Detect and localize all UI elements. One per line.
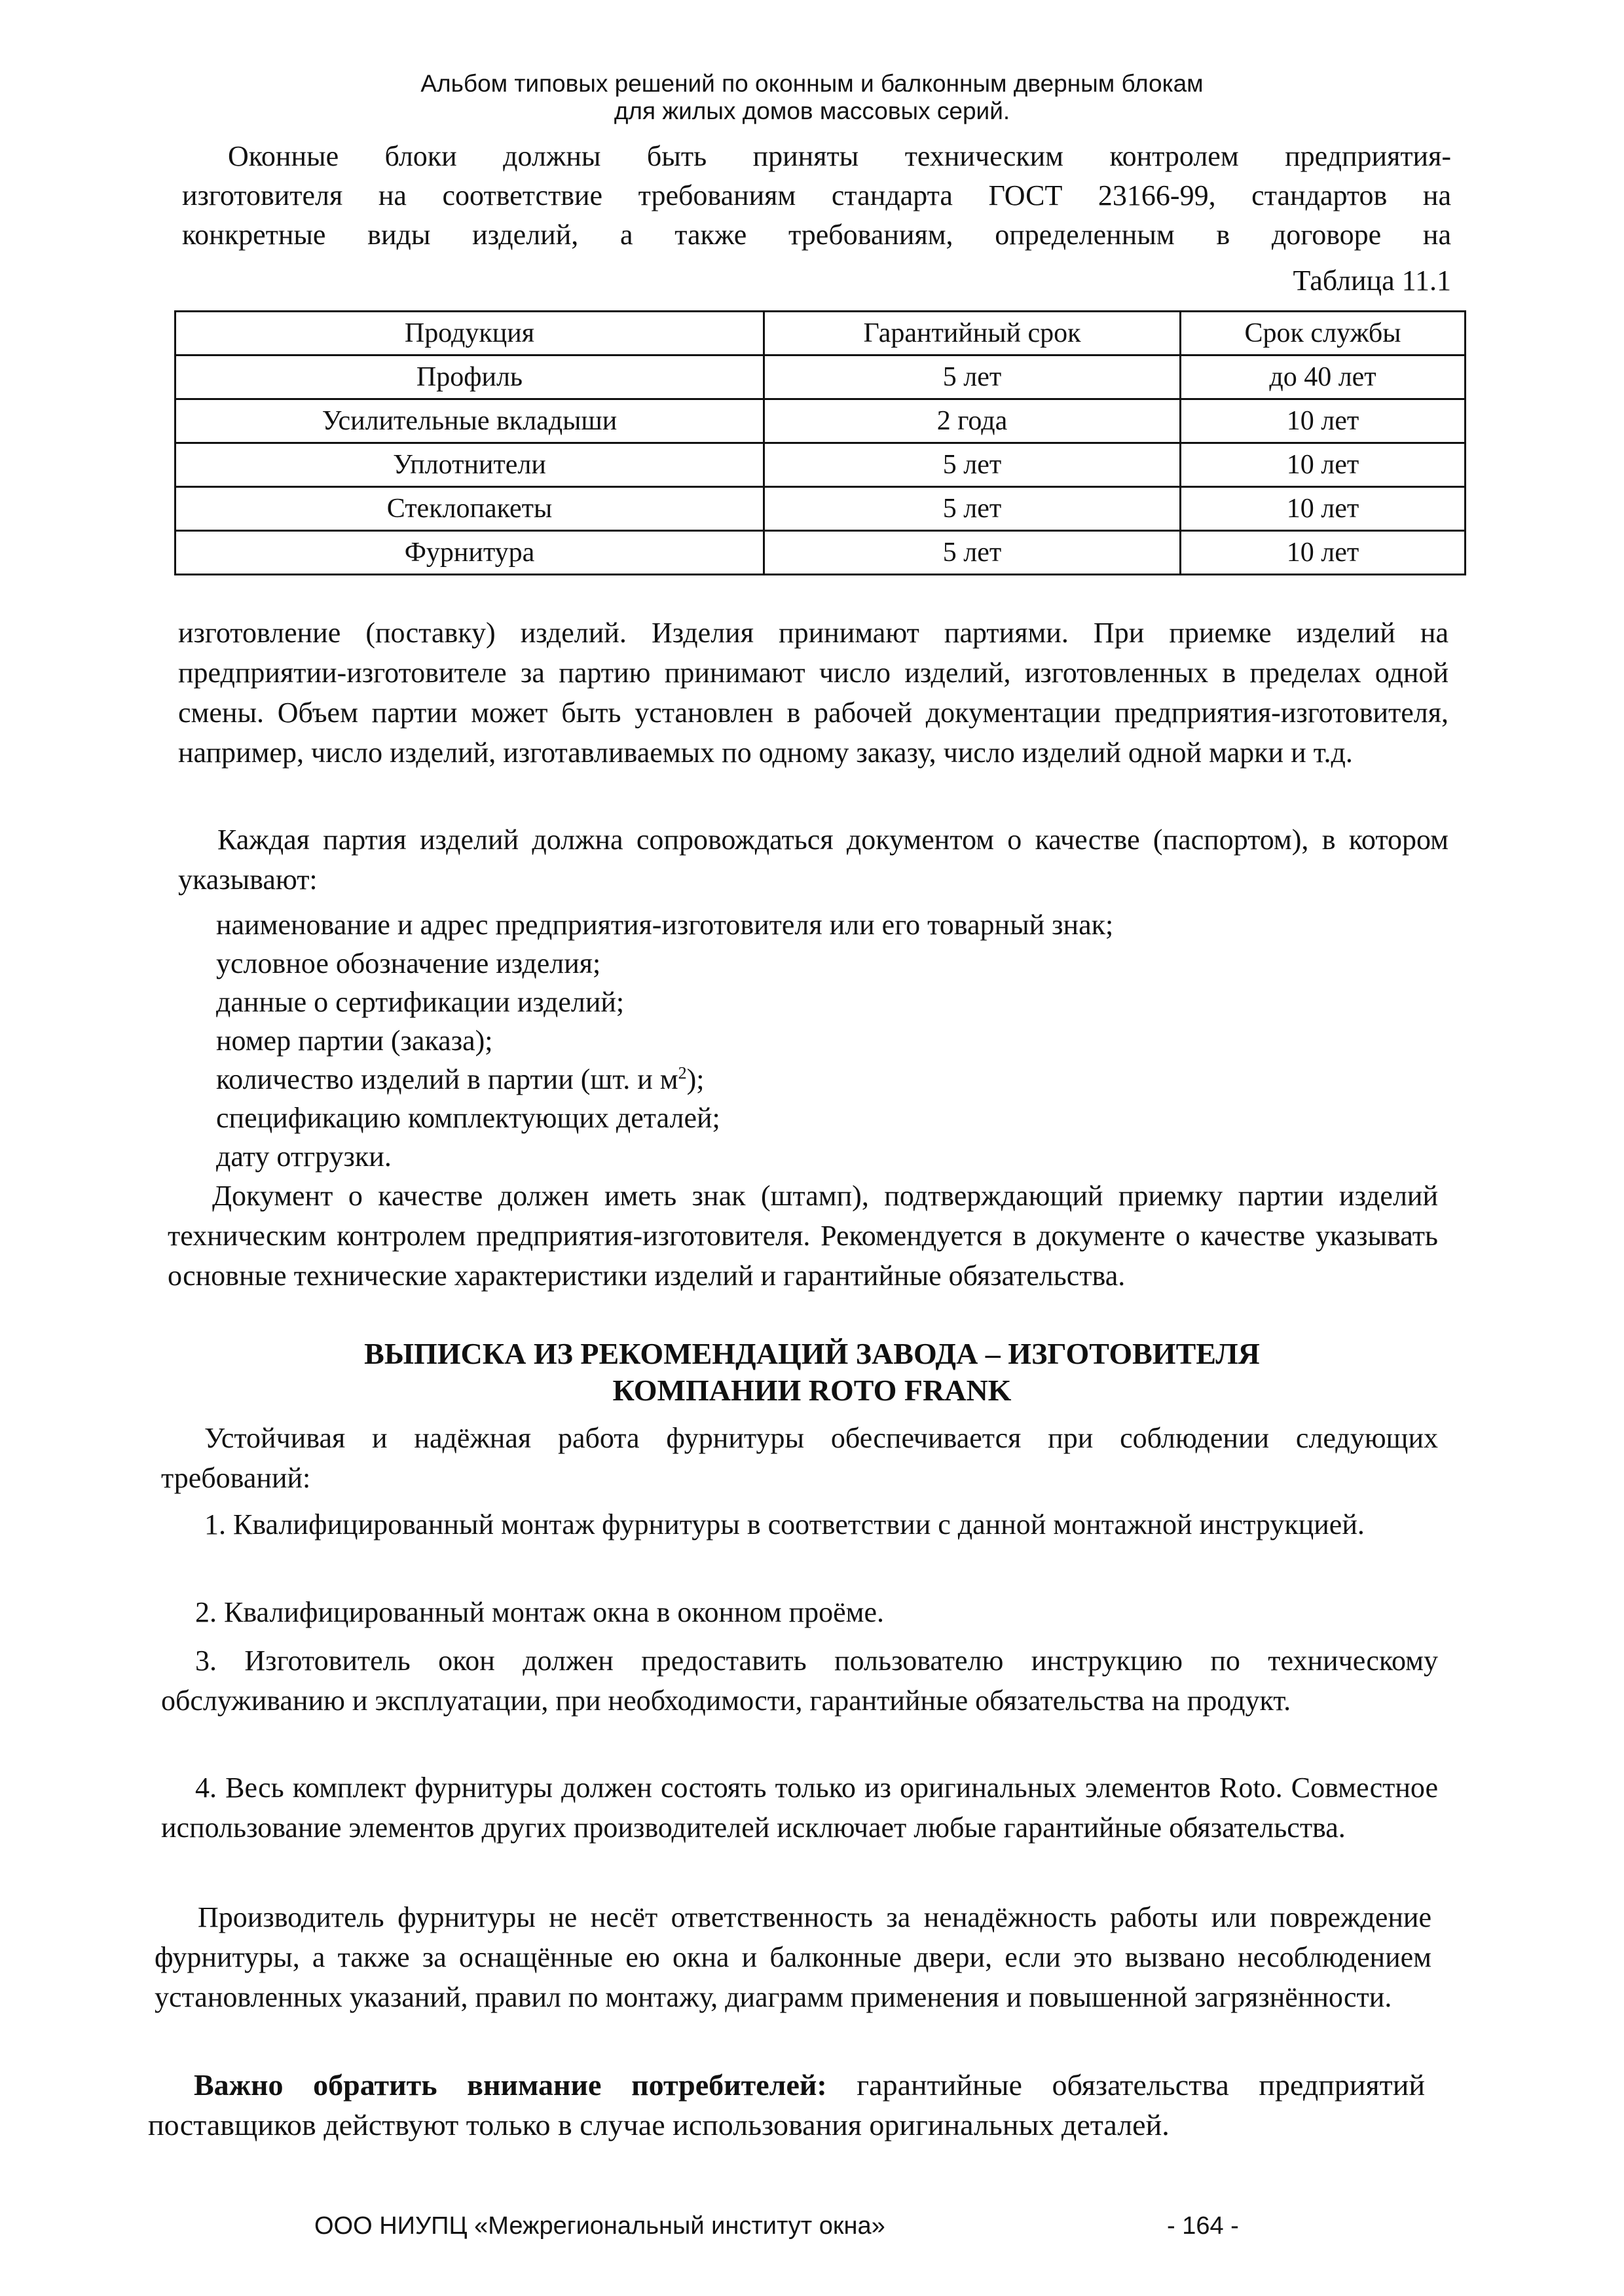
requirement-item: 4. Весь комплект фурнитуры должен состоять только из оригинальных элементов Roto. Совместное использование элементов других производителей исключает любые гарантийные обязательства. (161, 1772, 1438, 1844)
table-cell: 5 лет (764, 355, 1181, 399)
continuation-paragraph: изготовление (поставку) изделий. Изделия принимают партиями. При приемке изделий на предприятии-изготовителе за партию принимают число изделий, изготовленных в пределах одной смены. Объем партии может быть установлен в рабочей документации предприятия-изготовителя, например, число изделий, изготавливаемых по одному заказу, число изделий одной марки и т.д. (178, 617, 1449, 769)
table-row (175, 531, 1466, 575)
running-header-line-1: Альбом типовых решений по оконным и балконным дверным блокам (420, 70, 1204, 97)
column-header: Гарантийный срок (764, 312, 1181, 355)
list-item: наименование и адрес предприятия-изготовителя или его товарный знак; (216, 909, 1114, 941)
requirement-item: 3. Изготовитель окон должен предоставить пользователю инструкцию по техническому обслуживанию и эксплуатации, при необходимости, гарантийные обязательства на продукт. (161, 1645, 1438, 1717)
list-item-tail: ); (686, 1063, 705, 1095)
page-number: - 164 - (1167, 2212, 1239, 2240)
intro-line-1: Оконные блоки должны быть приняты техническим контролем предприятия- (228, 140, 1451, 172)
roto-intro-paragraph: Устойчивая и надёжная работа фурнитуры обеспечивается при соблюдении следующих требований: (161, 1422, 1438, 1494)
important-note-lead: Важно обратить внимание потребителей: (194, 2068, 827, 2102)
table-cell: 10 лет (1181, 443, 1466, 487)
list-item (216, 1059, 704, 1099)
table-cell: Уплотнители (175, 443, 764, 487)
intro-line-3: конкретные виды изделий, а также требованиям, определенным в договоре на (182, 219, 1451, 251)
table-cell: 10 лет (1181, 487, 1466, 531)
column-header: Срок службы (1181, 312, 1466, 355)
footer-organization: ООО НИУПЦ «Межрегиональный институт окна» (314, 2212, 885, 2240)
table-row (175, 355, 1466, 399)
table-cell: Фурнитура (175, 531, 764, 575)
list-item: условное обозначение изделия; (216, 947, 601, 979)
table-cell: 5 лет (764, 487, 1181, 531)
liability-paragraph: Производитель фурнитуры не несёт ответственность за ненадёжность работы или повреждение фурнитуры, а также за оснащённые ею окна и балконные двери, если это вызвано несоблюдением установленных указаний, правил по монтажу, диаграмм применения и повышенной загрязнённости. (155, 1901, 1431, 2013)
section-heading-line-1: ВЫПИСКА ИЗ РЕКОМЕНДАЦИЙ ЗАВОДА – ИЗГОТОВИТЕЛЯ (364, 1337, 1260, 1370)
table-caption: Таблица 11.1 (1293, 264, 1451, 297)
requirement-item: 1. Квалифицированный монтаж фурнитуры в соответствии с данной монтажной инструкцией. (204, 1508, 1365, 1540)
list-item-text: количество изделий в партии (шт. и м (216, 1063, 678, 1095)
running-header-line-2: для жилых домов массовых серий. (614, 98, 1010, 124)
table-header-row (175, 312, 1466, 355)
table-row (175, 443, 1466, 487)
warranty-table (174, 310, 1466, 575)
quality-document-paragraph: Документ о качестве должен иметь знак (штамп), подтверждающий приемку партии изделий техническим контролем предприятия-изготовителя. Рекомендуется в документе о качестве указывать основные технические характеристики изделий и гарантийные обязательства. (168, 1180, 1438, 1292)
batch-intro-paragraph: Каждая партия изделий должна сопровождаться документом о качестве (паспортом), в котором указывают: (178, 824, 1449, 896)
superscript: 2 (678, 1063, 687, 1083)
table-cell: 5 лет (764, 531, 1181, 575)
intro-line-2: изготовителя на соответствие требованиям стандарта ГОСТ 23166-99, стандартов на (182, 179, 1451, 211)
table-cell: 2 года (764, 399, 1181, 443)
list-item: данные о сертификации изделий; (216, 986, 625, 1018)
important-note-text: гарантийные обязательства предприятий поставщиков действуют только в случае использования оригинальных деталей. (148, 2068, 1425, 2141)
column-header: Продукция (175, 312, 764, 355)
table-row (175, 487, 1466, 531)
table-cell: 5 лет (764, 443, 1181, 487)
table-cell: 10 лет (1181, 531, 1466, 575)
table-cell: Стеклопакеты (175, 487, 764, 531)
table-row (175, 399, 1466, 443)
section-heading-line-2: КОМПАНИИ ROTO FRANK (612, 1374, 1012, 1407)
table-cell: 10 лет (1181, 399, 1466, 443)
list-item: дату отгрузки. (216, 1140, 392, 1173)
list-item: номер партии (заказа); (216, 1025, 493, 1057)
table-cell: до 40 лет (1181, 355, 1466, 399)
important-note-paragraph (148, 2065, 1425, 2145)
table-cell: Усилительные вкладыши (175, 399, 764, 443)
list-item: спецификацию комплектующих деталей; (216, 1102, 720, 1134)
requirement-item: 2. Квалифицированный монтаж окна в оконном проёме. (195, 1596, 885, 1628)
table-cell: Профиль (175, 355, 764, 399)
